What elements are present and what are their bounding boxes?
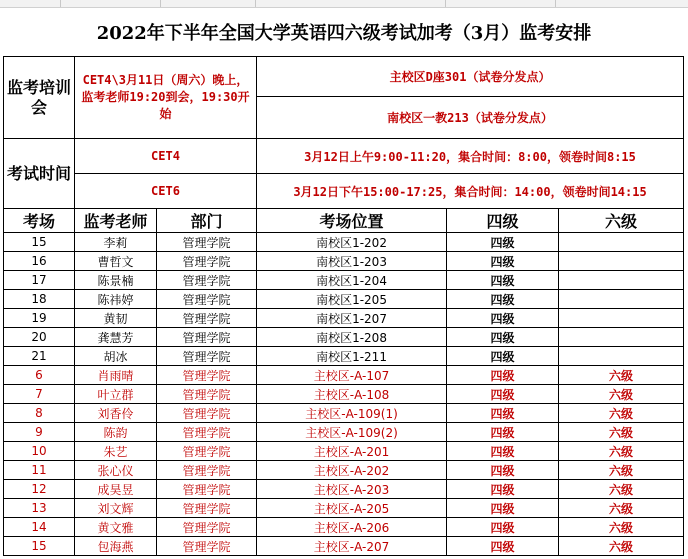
table-row: [4, 328, 684, 347]
table-row: [4, 309, 684, 328]
cell-cet6: 六级: [559, 442, 684, 461]
cell-dept: 管理学院: [157, 404, 257, 423]
cell-room: 17: [4, 271, 75, 290]
cell-cet6: [559, 347, 684, 366]
cell-location: 主校区-A-109(2): [257, 423, 447, 442]
cell-cet4: 四级: [447, 328, 559, 347]
cell-cet6: 六级: [559, 499, 684, 518]
cell-room: 14: [4, 518, 75, 537]
cell-cet6: [559, 290, 684, 309]
cell-dept: 管理学院: [157, 385, 257, 404]
cell-cet4: 四级: [447, 271, 559, 290]
cell-location: 南校区1-211: [257, 347, 447, 366]
column-divider: [445, 0, 446, 7]
cell-location: 主校区-A-203: [257, 480, 447, 499]
table-row: [4, 366, 684, 385]
cell-teacher: 成昊昱: [75, 480, 157, 499]
table-row: [4, 271, 684, 290]
training-info: CET4\3月11日（周六）晚上，监考老师19:20到会，19:30开始: [75, 57, 257, 139]
cell-room: 20: [4, 328, 75, 347]
cell-cet4: 四级: [447, 385, 559, 404]
cell-cet6: 六级: [559, 385, 684, 404]
table-row: [4, 461, 684, 480]
cell-dept: 管理学院: [157, 499, 257, 518]
cell-location: 主校区-A-206: [257, 518, 447, 537]
table-row: [4, 423, 684, 442]
cell-teacher: 胡冰: [75, 347, 157, 366]
cell-cet6: 六级: [559, 366, 684, 385]
cell-teacher: 朱艺: [75, 442, 157, 461]
exam-cet6-time: 3月12日下午15:00-17:25，集合时间：14:00，领卷时间14:15: [257, 174, 684, 209]
header-location: 考场位置: [257, 209, 447, 233]
cell-room: 6: [4, 366, 75, 385]
column-divider: [160, 0, 161, 7]
cell-location: 南校区1-204: [257, 271, 447, 290]
cell-cet4: 四级: [447, 404, 559, 423]
sheet-title: 2022年下半年全国大学英语四六级考试加考（3月）监考安排: [96, 23, 592, 44]
cell-teacher: 陈景楠: [75, 271, 157, 290]
cell-cet4: 四级: [447, 537, 559, 556]
header-room: 考场: [4, 209, 75, 233]
spreadsheet-top-row-strip: [0, 0, 688, 8]
cell-teacher: 刘香伶: [75, 404, 157, 423]
cell-room: 8: [4, 404, 75, 423]
cell-room: 19: [4, 309, 75, 328]
cell-cet4: 四级: [447, 309, 559, 328]
cell-cet6: 六级: [559, 518, 684, 537]
cell-cet4: 四级: [447, 442, 559, 461]
cell-teacher: 包海燕: [75, 537, 157, 556]
cell-cet4: 四级: [447, 366, 559, 385]
cell-location: 南校区1-207: [257, 309, 447, 328]
column-divider: [555, 0, 556, 7]
cell-location: 南校区1-202: [257, 233, 447, 252]
cell-room: 15: [4, 537, 75, 556]
cell-room: 21: [4, 347, 75, 366]
header-cet6: 六级: [559, 209, 684, 233]
cell-dept: 管理学院: [157, 518, 257, 537]
table-row: [4, 404, 684, 423]
cell-dept: 管理学院: [157, 537, 257, 556]
cell-location: 南校区1-203: [257, 252, 447, 271]
exam-cet4-label: CET4: [75, 139, 257, 174]
cell-dept: 管理学院: [157, 233, 257, 252]
cell-cet6: [559, 328, 684, 347]
cell-dept: 管理学院: [157, 423, 257, 442]
cell-dept: 管理学院: [157, 252, 257, 271]
cell-room: 9: [4, 423, 75, 442]
cell-room: 10: [4, 442, 75, 461]
cell-teacher: 刘文辉: [75, 499, 157, 518]
cell-dept: 管理学院: [157, 328, 257, 347]
cell-location: 南校区1-208: [257, 328, 447, 347]
table-row: [4, 290, 684, 309]
cell-location: 主校区-A-207: [257, 537, 447, 556]
training-location-main: 主校区D座301（试卷分发点）: [257, 57, 684, 97]
cell-cet4: 四级: [447, 290, 559, 309]
cell-cet4: 四级: [447, 423, 559, 442]
cell-teacher: 陈韵: [75, 423, 157, 442]
cell-dept: 管理学院: [157, 366, 257, 385]
exam-cet6-label: CET6: [75, 174, 257, 209]
cell-room: 13: [4, 499, 75, 518]
cell-cet4: 四级: [447, 499, 559, 518]
schedule-table: [3, 56, 684, 556]
cell-cet4: 四级: [447, 461, 559, 480]
cell-cet6: 六级: [559, 461, 684, 480]
cell-location: 主校区-A-202: [257, 461, 447, 480]
cell-dept: 管理学院: [157, 290, 257, 309]
training-label: 监考培训会: [4, 57, 75, 139]
exam-time-label: 考试时间: [4, 139, 75, 209]
header-teacher: 监考老师: [75, 209, 157, 233]
table-row: [4, 518, 684, 537]
table-row: [4, 252, 684, 271]
cell-cet4: 四级: [447, 252, 559, 271]
cell-dept: 管理学院: [157, 309, 257, 328]
cell-teacher: 曹哲文: [75, 252, 157, 271]
table-row: [4, 480, 684, 499]
header-dept: 部门: [157, 209, 257, 233]
cell-location: 主校区-A-109(1): [257, 404, 447, 423]
cell-teacher: 李莉: [75, 233, 157, 252]
table-row: [4, 442, 684, 461]
cell-location: 主校区-A-108: [257, 385, 447, 404]
cell-cet6: [559, 252, 684, 271]
cell-cet6: 六级: [559, 537, 684, 556]
cell-room: 12: [4, 480, 75, 499]
cell-location: 南校区1-205: [257, 290, 447, 309]
table-row: [4, 499, 684, 518]
cell-cet6: [559, 233, 684, 252]
cell-room: 7: [4, 385, 75, 404]
table-row: [4, 347, 684, 366]
cell-teacher: 叶立群: [75, 385, 157, 404]
cell-teacher: 黄韧: [75, 309, 157, 328]
cell-location: 主校区-A-107: [257, 366, 447, 385]
cell-room: 11: [4, 461, 75, 480]
cell-room: 16: [4, 252, 75, 271]
cell-teacher: 黄文雅: [75, 518, 157, 537]
cell-dept: 管理学院: [157, 347, 257, 366]
cell-teacher: 张心仪: [75, 461, 157, 480]
cell-teacher: 龚慧芳: [75, 328, 157, 347]
cell-teacher: 肖雨晴: [75, 366, 157, 385]
cell-cet6: 六级: [559, 423, 684, 442]
cell-room: 15: [4, 233, 75, 252]
cell-cet4: 四级: [447, 480, 559, 499]
cell-cet4: 四级: [447, 233, 559, 252]
table-row: [4, 385, 684, 404]
cell-location: 主校区-A-201: [257, 442, 447, 461]
cell-dept: 管理学院: [157, 271, 257, 290]
cell-cet4: 四级: [447, 518, 559, 537]
cell-cet6: 六级: [559, 404, 684, 423]
cell-dept: 管理学院: [157, 461, 257, 480]
exam-cet4-time: 3月12日上午9:00-11:20，集合时间：8:00，领卷时间8:15: [257, 139, 684, 174]
cell-cet6: [559, 271, 684, 290]
column-divider: [60, 0, 61, 7]
cell-dept: 管理学院: [157, 480, 257, 499]
training-location-south: 南校区一教213（试卷分发点）: [257, 97, 684, 139]
cell-cet6: [559, 309, 684, 328]
cell-cet6: 六级: [559, 480, 684, 499]
cell-dept: 管理学院: [157, 442, 257, 461]
cell-location: 主校区-A-205: [257, 499, 447, 518]
cell-cet4: 四级: [447, 347, 559, 366]
table-row: [4, 537, 684, 556]
column-divider: [255, 0, 256, 7]
cell-teacher: 陈祎婷: [75, 290, 157, 309]
cell-room: 18: [4, 290, 75, 309]
header-cet4: 四级: [447, 209, 559, 233]
table-row: [4, 233, 684, 252]
